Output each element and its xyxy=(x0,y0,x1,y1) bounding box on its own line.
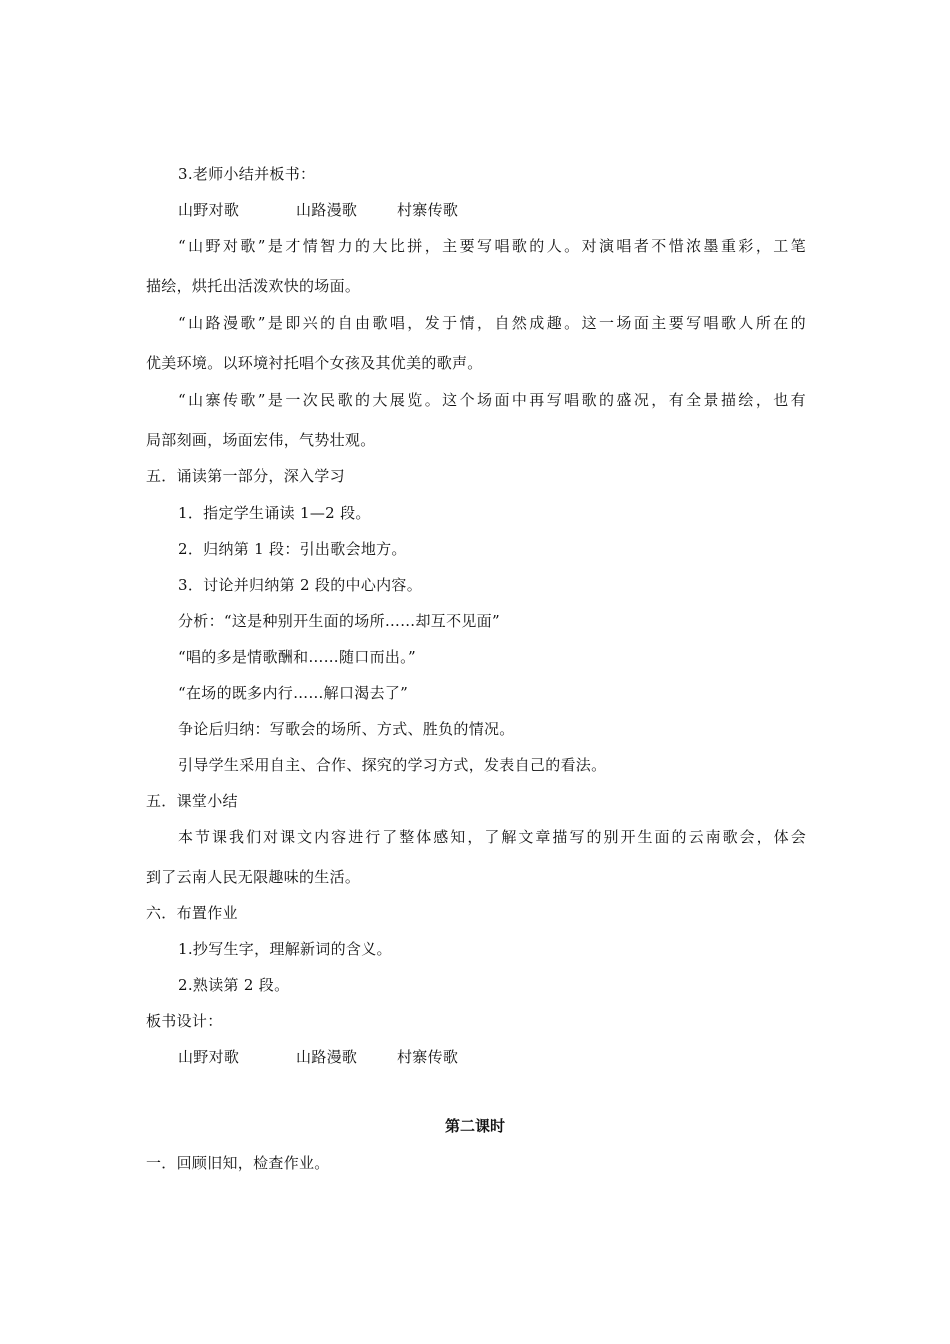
summary-line1: 本节课我们对课文内容进行了整体感知，了解文章描写的别开生面的云南歌会，体会 xyxy=(178,828,806,846)
list-item: 2．归纳第 1 段：引出歌会地方。 xyxy=(178,540,407,558)
homework-item: 2.熟读第 2 段。 xyxy=(178,976,290,994)
analysis-line: “唱的多是情歌酬和……随口而出。” xyxy=(178,648,416,666)
paragraph-shanye-line1: “山野对歌”是才情智力的大比拼，主要写唱歌的人。对演唱者不惜浓墨重彩，工笔 xyxy=(178,237,806,255)
board-item: 山路漫歌 xyxy=(296,1048,358,1066)
paragraph-shanye-line2: 描绘，烘托出活泼欢快的场面。 xyxy=(146,277,361,295)
section-heading: 五．诵读第一部分，深入学习 xyxy=(146,467,345,485)
section-heading: 五．课堂小结 xyxy=(146,792,238,810)
section-heading: 一．回顾旧知，检查作业。 xyxy=(146,1154,330,1172)
summary-line2: 到了云南人民无限趣味的生活。 xyxy=(146,868,361,886)
paragraph-shanlu-line2: 优美环境。以环境衬托唱个女孩及其优美的歌声。 xyxy=(146,354,483,372)
paragraph-shanzhai-line1: “山寨传歌”是一次民歌的大展览。这个场面中再写唱歌的盛况，有全景描绘，也有 xyxy=(178,391,806,409)
scene-item: 山路漫歌 xyxy=(296,201,358,219)
conclusion-line: 争论后归纳：写歌会的场所、方式、胜负的情况。 xyxy=(178,720,515,738)
summary-title: 3.老师小结并板书： xyxy=(178,165,316,183)
board-item: 山野对歌 xyxy=(178,1048,240,1066)
analysis-line: “在场的既多内行……解口渴去了” xyxy=(178,684,409,702)
board-design-list xyxy=(178,1047,458,1067)
scene-item: 村寨传歌 xyxy=(397,201,459,219)
list-item: 3．讨论并归纳第 2 段的中心内容。 xyxy=(178,576,423,594)
homework-item: 1.抄写生字，理解新词的含义。 xyxy=(178,940,392,958)
section-heading: 六．布置作业 xyxy=(146,904,238,922)
scene-list xyxy=(178,200,458,220)
paragraph-shanzhai-line2: 局部刻画，场面宏伟，气势壮观。 xyxy=(146,431,376,449)
analysis-line: 分析：“这是种别开生面的场所……却互不见面” xyxy=(178,612,500,630)
scene-item: 山野对歌 xyxy=(178,201,240,219)
board-design-title: 板书设计： xyxy=(146,1012,223,1030)
lesson-heading: 第二课时 xyxy=(444,1117,505,1135)
list-item: 1．指定学生诵读 1—2 段。 xyxy=(178,504,371,522)
paragraph-shanlu-line1: “山路漫歌”是即兴的自由歌唱，发于情，自然成趣。这一场面主要写唱歌人所在的 xyxy=(178,314,806,332)
guide-line: 引导学生采用自主、合作、探究的学习方式，发表自己的看法。 xyxy=(178,756,607,774)
board-item: 村寨传歌 xyxy=(397,1048,459,1066)
